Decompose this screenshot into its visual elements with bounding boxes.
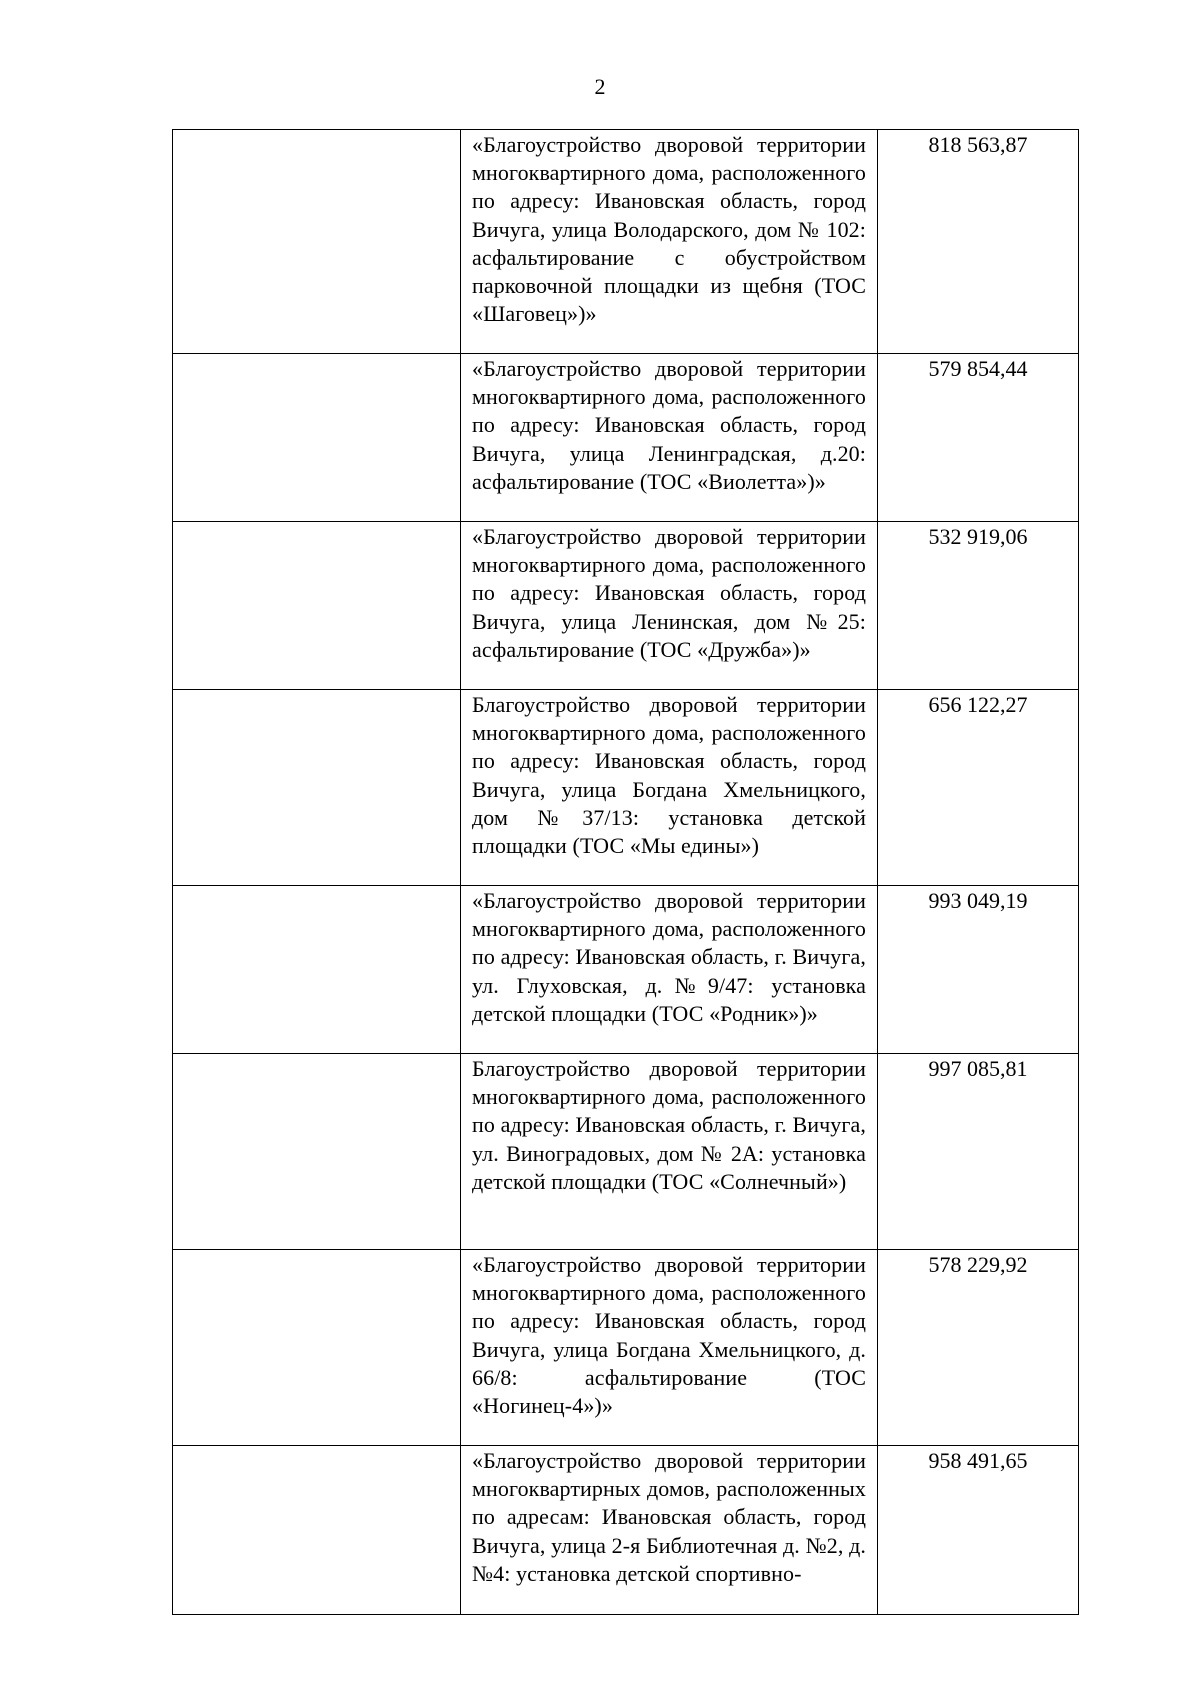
empty-cell [173,1250,461,1446]
empty-cell [173,1054,461,1250]
table-row [173,1446,1079,1615]
project-description: «Благоустройство дворовой территории многоквартирного дома, расположенного по адресу: Ивановская область, город Вичуга, улица Ленинская, дом №25: асфальтирование (ТОС «Дружба»)» [461,522,878,690]
empty-cell [173,354,461,522]
project-description: «Благоустройство дворовой территории многоквартирного дома, расположенного по адресу: Ивановская область, г. Вичуга, ул. Глуховская, д.№9/47: установка детской площадки (ТОС «Родник»)» [461,886,878,1054]
table-row [173,354,1079,522]
project-amount: 958 491,65 [878,1446,1079,1615]
project-amount: 578 229,92 [878,1250,1079,1446]
empty-cell [173,522,461,690]
project-amount: 579 854,44 [878,354,1079,522]
project-amount: 993 049,19 [878,886,1079,1054]
page-number: 2 [594,74,606,99]
project-description: Благоустройство дворовой территории многоквартирного дома, расположенного по адресу: Ивановская область, город Вичуга, улица Богдана Хмельницкого, дом №37/13: установка детской площадки (ТОС «Мы едины») [461,690,878,886]
empty-cell [173,1446,461,1615]
empty-cell [173,130,461,354]
table-row [173,886,1079,1054]
table-row [173,1250,1079,1446]
project-amount: 656 122,27 [878,690,1079,886]
table-row [173,130,1079,354]
empty-cell [173,690,461,886]
project-amount: 997 085,81 [878,1054,1079,1250]
table-row [173,1054,1079,1250]
table-row [173,522,1079,690]
project-description: «Благоустройство дворовой территории многоквартирного дома, расположенного по адресу: Ивановская область, город Вичуга, улица Володарского, дом № 102: асфальтирование с обустройством парковочной площадки из щебня (ТОС «Шаговец»)» [461,130,878,354]
table-row [173,690,1079,886]
empty-cell [173,886,461,1054]
project-description: «Благоустройство дворовой территории многоквартирного дома, расположенного по адресу: Ивановская область, город Вичуга, улица Ленинградская, д.20: асфальтирование (ТОС «Виолетта»)» [461,354,878,522]
project-amount: 532 919,06 [878,522,1079,690]
project-description: Благоустройство дворовой территории многоквартирного дома, расположенного по адресу: Ивановская область, г. Вичуга, ул. Виноградовых, дом № 2А: установка детской площадки (ТОС «Солнечный») [461,1054,878,1250]
project-description: «Благоустройство дворовой территории многоквартирного дома, расположенного по адресу: Ивановская область, город Вичуга, улица Богдана Хмельницкого, д. 66/8: асфальтирование (ТОС «Ногинец-4»)» [461,1250,878,1446]
project-description: «Благоустройство дворовой территории многоквартирных домов, расположенных по адресам: Ивановская область, город Вичуга, улица 2-я Библиотечная д. №2, д. №4: установка детской спортивно- [461,1446,878,1615]
project-amount: 818 563,87 [878,130,1079,354]
projects-table [172,129,1079,1615]
